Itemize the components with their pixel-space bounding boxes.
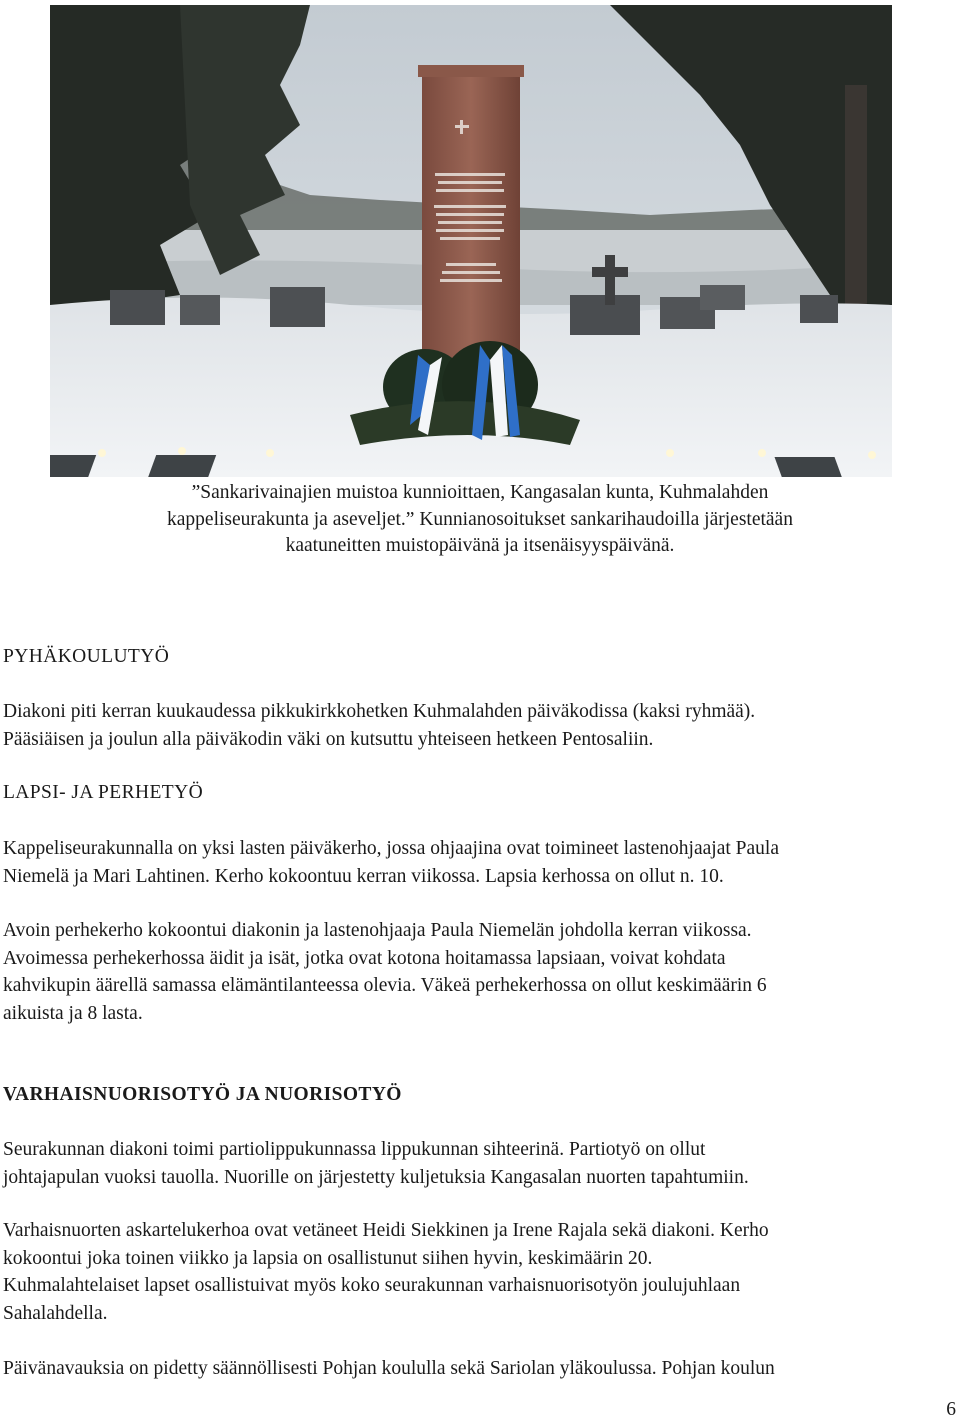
photo-caption	[60, 480, 900, 560]
memorial-photo	[50, 5, 892, 477]
text-line: Diakoni piti kerran kuukaudessa pikkukirkkohetken Kuhmalahden päiväkodissa (kaksi ryhmää).	[3, 701, 756, 722]
paragraph	[3, 1136, 955, 1191]
paragraph	[3, 1217, 955, 1327]
section-heading-pyhakoulutyo: PYHÄKOULUTYÖ	[3, 646, 170, 667]
text-line: Varhaisnuorten askartelukerhoa ovat vetäneet Heidi Siekkinen ja Irene Rajala sekä diakoni. Kerho	[3, 1220, 769, 1241]
text-line: johtajapulan vuoksi tauolla. Nuorille on järjestetty kuljetuksia Kangasalan nuorten tapahtumiin.	[3, 1166, 749, 1188]
text-line: Avoin perhekerho kokoontui diakonin ja lastenohjaaja Paula Niemelän johdolla kerran viikossa.	[3, 920, 752, 941]
text-line: Seurakunnan diakoni toimi partiolippukunnassa lippukunnan sihteerinä. Partiotyö on ollut	[3, 1139, 706, 1160]
paragraph	[3, 917, 955, 1027]
memorial-photo-illustration	[50, 5, 892, 477]
section-heading-varhaisnuorisotyo: VARHAISNUORISOTYÖ JA NUORISOTYÖ	[3, 1084, 402, 1105]
text-line: Pääsiäisen ja joulun alla päiväkodin väki on kutsuttu yhteiseen hetkeen Pentosaliin.	[3, 728, 654, 750]
text-line: Kuhmalahtelaiset lapset osallistuivat myös koko seurakunnan varhaisnuorisotyön joulujuhlaan	[3, 1275, 741, 1296]
text-line: aikuista ja 8 lasta.	[3, 1002, 143, 1024]
page-number: 6	[946, 1399, 956, 1420]
text-line: kokoontui joka toinen viikko ja lapsia on osallistunut siihen hyvin, keskimäärin 20.	[3, 1247, 653, 1269]
paragraph	[3, 698, 955, 753]
caption-line: kaatuneitten muistopäivänä ja itsenäisyyspäivänä.	[285, 535, 675, 556]
text-line: Sahalahdella.	[3, 1302, 108, 1324]
paragraph	[3, 835, 955, 890]
text-line: kahvikupin äärellä samassa elämäntilanteessa olevia. Väkeä perhekerhossa on ollut keskimäärin 6	[3, 975, 767, 996]
text-line: Kappeliseurakunnalla on yksi lasten päiväkerho, jossa ohjaajina ovat toimineet lastenohjaajat Paula	[3, 838, 779, 859]
caption-line: kappeliseurakunta ja aseveljet.” Kunnianosoitukset sankarihaudoilla järjestetään	[167, 508, 793, 530]
text-line: Päivänavauksia on pidetty säännöllisesti Pohjan koululla sekä Sariolan yläkoulussa. Pohjan koulun	[3, 1358, 775, 1379]
caption-line: ”Sankarivainajien muistoa kunnioittaen, Kangasalan kunta, Kuhmalahden	[191, 482, 769, 503]
paragraph	[3, 1355, 955, 1383]
section-heading-lapsi-ja-perhetyo: LAPSI- JA PERHETYÖ	[3, 782, 204, 803]
text-line: Avoimessa perhekerhossa äidit ja isät, jotka ovat kotona hoitamassa lapsiaan, voivat kohdata	[3, 947, 726, 969]
text-line: Niemelä ja Mari Lahtinen. Kerho kokoontuu kerran viikossa. Lapsia kerhossa on ollut n. 10.	[3, 865, 724, 887]
